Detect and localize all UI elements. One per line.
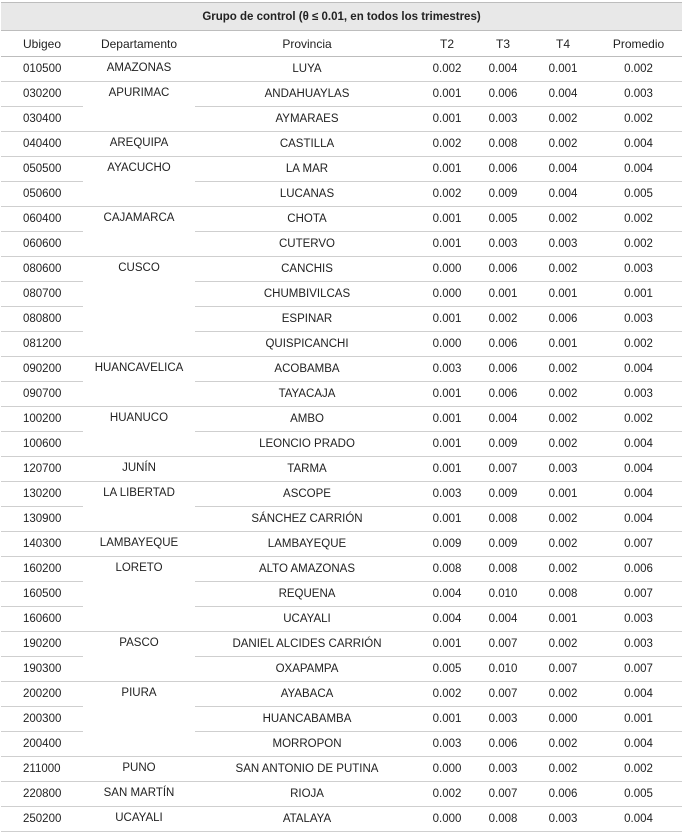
t4-cell: 0.006 <box>531 307 595 332</box>
ubigeo-cell: 160200 <box>1 557 83 582</box>
ubigeo-cell: 220800 <box>1 782 83 807</box>
t4-cell: 0.002 <box>531 532 595 557</box>
promedio-cell: 0.004 <box>595 507 682 532</box>
t4-cell: 0.004 <box>531 82 595 107</box>
t2-cell: 0.002 <box>419 682 475 707</box>
table-row <box>1 757 682 782</box>
t4-cell: 0.002 <box>531 257 595 282</box>
departamento-cell <box>83 607 195 632</box>
departamento-cell <box>83 582 195 607</box>
table-row <box>1 57 682 82</box>
promedio-cell: 0.005 <box>595 782 682 807</box>
t3-cell: 0.005 <box>475 207 531 232</box>
departamento-cell: AMAZONAS <box>83 57 195 82</box>
provincia-cell: SAN ANTONIO DE PUTINA <box>195 757 419 782</box>
t4-cell: 0.000 <box>531 707 595 732</box>
t2-cell: 0.000 <box>419 282 475 307</box>
t3-cell: 0.006 <box>475 157 531 182</box>
t3-cell: 0.006 <box>475 382 531 407</box>
promedio-cell: 0.003 <box>595 257 682 282</box>
table-row <box>1 432 682 457</box>
provincia-cell: LUCANAS <box>195 182 419 207</box>
t2-cell: 0.002 <box>419 132 475 157</box>
header-t3: T3 <box>475 31 531 57</box>
promedio-cell: 0.003 <box>595 607 682 632</box>
departamento-cell: UCAYALI <box>83 807 195 832</box>
departamento-cell <box>83 657 195 682</box>
ubigeo-cell: 060600 <box>1 232 83 257</box>
ubigeo-cell: 200400 <box>1 732 83 757</box>
provincia-cell: MORROPON <box>195 732 419 757</box>
t2-cell: 0.000 <box>419 257 475 282</box>
t3-cell: 0.003 <box>475 757 531 782</box>
header-departamento: Departamento <box>83 31 195 57</box>
t2-cell: 0.001 <box>419 707 475 732</box>
t3-cell: 0.009 <box>475 482 531 507</box>
table-row <box>1 782 682 807</box>
t3-cell: 0.003 <box>475 107 531 132</box>
ubigeo-cell: 190200 <box>1 632 83 657</box>
provincia-cell: ANDAHUAYLAS <box>195 82 419 107</box>
t2-cell: 0.004 <box>419 607 475 632</box>
t2-cell: 0.001 <box>419 632 475 657</box>
ubigeo-cell: 030200 <box>1 82 83 107</box>
departamento-cell: JUNÍN <box>83 457 195 482</box>
t3-cell: 0.006 <box>475 332 531 357</box>
departamento-cell: LORETO <box>115 562 163 574</box>
provincia-cell: ATALAYA <box>195 807 419 832</box>
t4-cell: 0.007 <box>531 657 595 682</box>
table-row <box>1 232 682 257</box>
t4-cell: 0.002 <box>531 682 595 707</box>
t4-cell: 0.002 <box>531 507 595 532</box>
ubigeo-cell: 200300 <box>1 707 83 732</box>
promedio-cell: 0.002 <box>595 57 682 82</box>
promedio-cell: 0.002 <box>595 407 682 432</box>
departamento-cell: CUSCO <box>118 262 160 274</box>
table-row <box>1 382 682 407</box>
t4-cell: 0.003 <box>531 807 595 832</box>
provincia-cell: CHUMBIVILCAS <box>195 282 419 307</box>
t4-cell: 0.008 <box>531 582 595 607</box>
table-row <box>1 557 682 582</box>
table-row <box>1 607 682 632</box>
t3-cell: 0.008 <box>475 507 531 532</box>
table-body <box>1 57 682 832</box>
header-ubigeo: Ubigeo <box>1 31 83 57</box>
t3-cell: 0.008 <box>475 557 531 582</box>
table-row <box>1 482 682 507</box>
t2-cell: 0.005 <box>419 657 475 682</box>
promedio-cell: 0.003 <box>595 82 682 107</box>
provincia-cell: CUTERVO <box>195 232 419 257</box>
ubigeo-cell: 080600 <box>1 257 83 282</box>
departamento-cell <box>83 107 195 132</box>
t2-cell: 0.000 <box>419 807 475 832</box>
t2-cell: 0.009 <box>419 532 475 557</box>
ubigeo-cell: 130200 <box>1 482 83 507</box>
table-row <box>1 307 682 332</box>
t2-cell: 0.003 <box>419 357 475 382</box>
t2-cell: 0.001 <box>419 107 475 132</box>
promedio-cell: 0.002 <box>595 232 682 257</box>
t3-cell: 0.004 <box>475 57 531 82</box>
provincia-cell: QUISPICANCHI <box>195 332 419 357</box>
t2-cell: 0.000 <box>419 757 475 782</box>
t2-cell: 0.001 <box>419 457 475 482</box>
ubigeo-cell: 160500 <box>1 582 83 607</box>
provincia-cell: LEONCIO PRADO <box>195 432 419 457</box>
t4-cell: 0.002 <box>531 632 595 657</box>
table-row <box>1 282 682 307</box>
ubigeo-cell: 211000 <box>1 757 83 782</box>
departamento-cell <box>83 182 195 207</box>
promedio-cell: 0.001 <box>595 707 682 732</box>
header-provincia: Provincia <box>195 31 419 57</box>
t3-cell: 0.002 <box>475 307 531 332</box>
t3-cell: 0.004 <box>475 407 531 432</box>
departamento-cell: HUANCAVELICA <box>94 362 184 374</box>
promedio-cell: 0.001 <box>595 282 682 307</box>
provincia-cell: ACOBAMBA <box>195 357 419 382</box>
ubigeo-cell: 140300 <box>1 532 83 557</box>
provincia-cell: REQUENA <box>195 582 419 607</box>
promedio-cell: 0.004 <box>595 807 682 832</box>
departamento-cell <box>83 507 195 532</box>
table-row <box>1 632 682 657</box>
t2-cell: 0.000 <box>419 332 475 357</box>
t4-cell: 0.001 <box>531 332 595 357</box>
ubigeo-cell: 050500 <box>1 157 83 182</box>
departamento-cell: LA LIBERTAD <box>103 487 175 499</box>
departamento-cell <box>83 432 195 457</box>
ubigeo-cell: 130900 <box>1 507 83 532</box>
table-row <box>1 507 682 532</box>
ubigeo-cell: 010500 <box>1 57 83 82</box>
promedio-cell: 0.002 <box>595 207 682 232</box>
provincia-cell: LA MAR <box>195 157 419 182</box>
promedio-cell: 0.004 <box>595 157 682 182</box>
t4-cell: 0.003 <box>531 457 595 482</box>
t3-cell: 0.009 <box>475 532 531 557</box>
t2-cell: 0.001 <box>419 432 475 457</box>
promedio-cell: 0.004 <box>595 457 682 482</box>
ubigeo-cell: 120700 <box>1 457 83 482</box>
promedio-cell: 0.004 <box>595 432 682 457</box>
t3-cell: 0.009 <box>475 432 531 457</box>
departamento-cell: HUANUCO <box>109 412 169 424</box>
departamento-cell <box>83 282 195 307</box>
t3-cell: 0.006 <box>475 732 531 757</box>
t4-cell: 0.004 <box>531 182 595 207</box>
table-row <box>1 682 682 707</box>
t4-cell: 0.002 <box>531 357 595 382</box>
t3-cell: 0.006 <box>475 357 531 382</box>
t2-cell: 0.002 <box>419 782 475 807</box>
t4-cell: 0.002 <box>531 732 595 757</box>
t4-cell: 0.004 <box>531 157 595 182</box>
t2-cell: 0.001 <box>419 382 475 407</box>
t2-cell: 0.003 <box>419 482 475 507</box>
header-promedio: Promedio <box>595 31 682 57</box>
t3-cell: 0.007 <box>475 682 531 707</box>
table-row <box>1 657 682 682</box>
ubigeo-cell: 100600 <box>1 432 83 457</box>
t4-cell: 0.002 <box>531 757 595 782</box>
promedio-cell: 0.002 <box>595 107 682 132</box>
ubigeo-cell: 090700 <box>1 382 83 407</box>
departamento-cell: SAN MARTÍN <box>83 782 195 807</box>
t2-cell: 0.001 <box>419 307 475 332</box>
departamento-cell <box>83 307 195 332</box>
departamento-cell <box>83 732 195 757</box>
provincia-cell: OXAPAMPA <box>195 657 419 682</box>
departamento-cell: LAMBAYEQUE <box>83 532 195 557</box>
t2-cell: 0.003 <box>419 732 475 757</box>
departamento-cell: AYACUCHO <box>107 162 171 174</box>
promedio-cell: 0.004 <box>595 732 682 757</box>
t4-cell: 0.002 <box>531 107 595 132</box>
t4-cell: 0.003 <box>531 232 595 257</box>
table-row <box>1 82 682 107</box>
t3-cell: 0.010 <box>475 582 531 607</box>
t3-cell: 0.007 <box>475 632 531 657</box>
departamento-cell <box>83 332 195 357</box>
promedio-cell: 0.002 <box>595 332 682 357</box>
ubigeo-cell: 080700 <box>1 282 83 307</box>
table-row <box>1 182 682 207</box>
table-row <box>1 407 682 432</box>
provincia-cell: HUANCABAMBA <box>195 707 419 732</box>
t4-cell: 0.006 <box>531 782 595 807</box>
t4-cell: 0.001 <box>531 482 595 507</box>
table-title-row <box>1 3 682 31</box>
t2-cell: 0.001 <box>419 157 475 182</box>
t3-cell: 0.001 <box>475 282 531 307</box>
table-row <box>1 257 682 282</box>
provincia-cell: CANCHIS <box>195 257 419 282</box>
table-row <box>1 332 682 357</box>
t4-cell: 0.002 <box>531 557 595 582</box>
promedio-cell: 0.007 <box>595 657 682 682</box>
departamento-cell <box>83 382 195 407</box>
ubigeo-cell: 190300 <box>1 657 83 682</box>
provincia-cell: AMBO <box>195 407 419 432</box>
t3-cell: 0.004 <box>475 607 531 632</box>
t4-cell: 0.001 <box>531 282 595 307</box>
t4-cell: 0.002 <box>531 382 595 407</box>
table-row <box>1 732 682 757</box>
t2-cell: 0.001 <box>419 82 475 107</box>
promedio-cell: 0.007 <box>595 582 682 607</box>
ubigeo-cell: 060400 <box>1 207 83 232</box>
header-t2: T2 <box>419 31 475 57</box>
provincia-cell: AYABACA <box>195 682 419 707</box>
table-row <box>1 107 682 132</box>
t2-cell: 0.002 <box>419 57 475 82</box>
t4-cell: 0.002 <box>531 432 595 457</box>
table-row <box>1 157 682 182</box>
table-row <box>1 207 682 232</box>
t2-cell: 0.001 <box>419 407 475 432</box>
departamento-cell: APURIMAC <box>108 87 170 99</box>
t2-cell: 0.001 <box>419 232 475 257</box>
ubigeo-cell: 100200 <box>1 407 83 432</box>
t4-cell: 0.001 <box>531 57 595 82</box>
ubigeo-cell: 030400 <box>1 107 83 132</box>
provincia-cell: TAYACAJA <box>195 382 419 407</box>
promedio-cell: 0.004 <box>595 132 682 157</box>
promedio-cell: 0.003 <box>595 307 682 332</box>
t3-cell: 0.003 <box>475 232 531 257</box>
departamento-cell <box>83 232 195 257</box>
ubigeo-cell: 050600 <box>1 182 83 207</box>
t3-cell: 0.009 <box>475 182 531 207</box>
promedio-cell: 0.004 <box>595 682 682 707</box>
table-row <box>1 457 682 482</box>
ubigeo-cell: 090200 <box>1 357 83 382</box>
provincia-cell: RIOJA <box>195 782 419 807</box>
table-row <box>1 707 682 732</box>
promedio-cell: 0.004 <box>595 357 682 382</box>
promedio-cell: 0.004 <box>595 482 682 507</box>
ubigeo-cell: 080800 <box>1 307 83 332</box>
ubigeo-cell: 081200 <box>1 332 83 357</box>
provincia-cell: ALTO AMAZONAS <box>195 557 419 582</box>
t3-cell: 0.007 <box>475 457 531 482</box>
departamento-cell: PIURA <box>121 687 157 699</box>
t4-cell: 0.002 <box>531 207 595 232</box>
departamento-cell: CAJAMARCA <box>103 212 175 224</box>
table-row <box>1 532 682 557</box>
ubigeo-cell: 160600 <box>1 607 83 632</box>
table-row <box>1 807 682 832</box>
promedio-cell: 0.002 <box>595 757 682 782</box>
control-group-table-container <box>1 2 682 832</box>
t4-cell: 0.001 <box>531 607 595 632</box>
table-row <box>1 582 682 607</box>
t3-cell: 0.006 <box>475 82 531 107</box>
t3-cell: 0.008 <box>475 807 531 832</box>
t4-cell: 0.002 <box>531 132 595 157</box>
provincia-cell: LUYA <box>195 57 419 82</box>
header-t4: T4 <box>531 31 595 57</box>
promedio-cell: 0.006 <box>595 557 682 582</box>
t3-cell: 0.007 <box>475 782 531 807</box>
t2-cell: 0.001 <box>419 507 475 532</box>
t2-cell: 0.004 <box>419 582 475 607</box>
control-group-table <box>1 2 682 832</box>
provincia-cell: TARMA <box>195 457 419 482</box>
provincia-cell: UCAYALI <box>195 607 419 632</box>
ubigeo-cell: 200200 <box>1 682 83 707</box>
table-header-row <box>1 31 682 57</box>
promedio-cell: 0.007 <box>595 532 682 557</box>
departamento-cell: PUNO <box>83 757 195 782</box>
t3-cell: 0.010 <box>475 657 531 682</box>
table-row <box>1 132 682 157</box>
t3-cell: 0.003 <box>475 707 531 732</box>
table-row <box>1 357 682 382</box>
departamento-cell: PASCO <box>119 637 159 649</box>
departamento-cell <box>83 707 195 732</box>
promedio-cell: 0.003 <box>595 382 682 407</box>
provincia-cell: ASCOPE <box>195 482 419 507</box>
t2-cell: 0.008 <box>419 557 475 582</box>
t4-cell: 0.002 <box>531 407 595 432</box>
provincia-cell: AYMARAES <box>195 107 419 132</box>
table-title: Grupo de control (θ ≤ 0.01, en todos los trimestres) <box>1 3 682 31</box>
ubigeo-cell: 250200 <box>1 807 83 832</box>
provincia-cell: CHOTA <box>195 207 419 232</box>
promedio-cell: 0.005 <box>595 182 682 207</box>
provincia-cell: CASTILLA <box>195 132 419 157</box>
t3-cell: 0.008 <box>475 132 531 157</box>
promedio-cell: 0.003 <box>595 632 682 657</box>
provincia-cell: ESPINAR <box>195 307 419 332</box>
ubigeo-cell: 040400 <box>1 132 83 157</box>
t2-cell: 0.001 <box>419 207 475 232</box>
provincia-cell: DANIEL ALCIDES CARRIÓN <box>195 632 419 657</box>
t3-cell: 0.006 <box>475 257 531 282</box>
t2-cell: 0.002 <box>419 182 475 207</box>
provincia-cell: SÁNCHEZ CARRIÓN <box>195 507 419 532</box>
provincia-cell: LAMBAYEQUE <box>195 532 419 557</box>
departamento-cell: AREQUIPA <box>83 132 195 157</box>
